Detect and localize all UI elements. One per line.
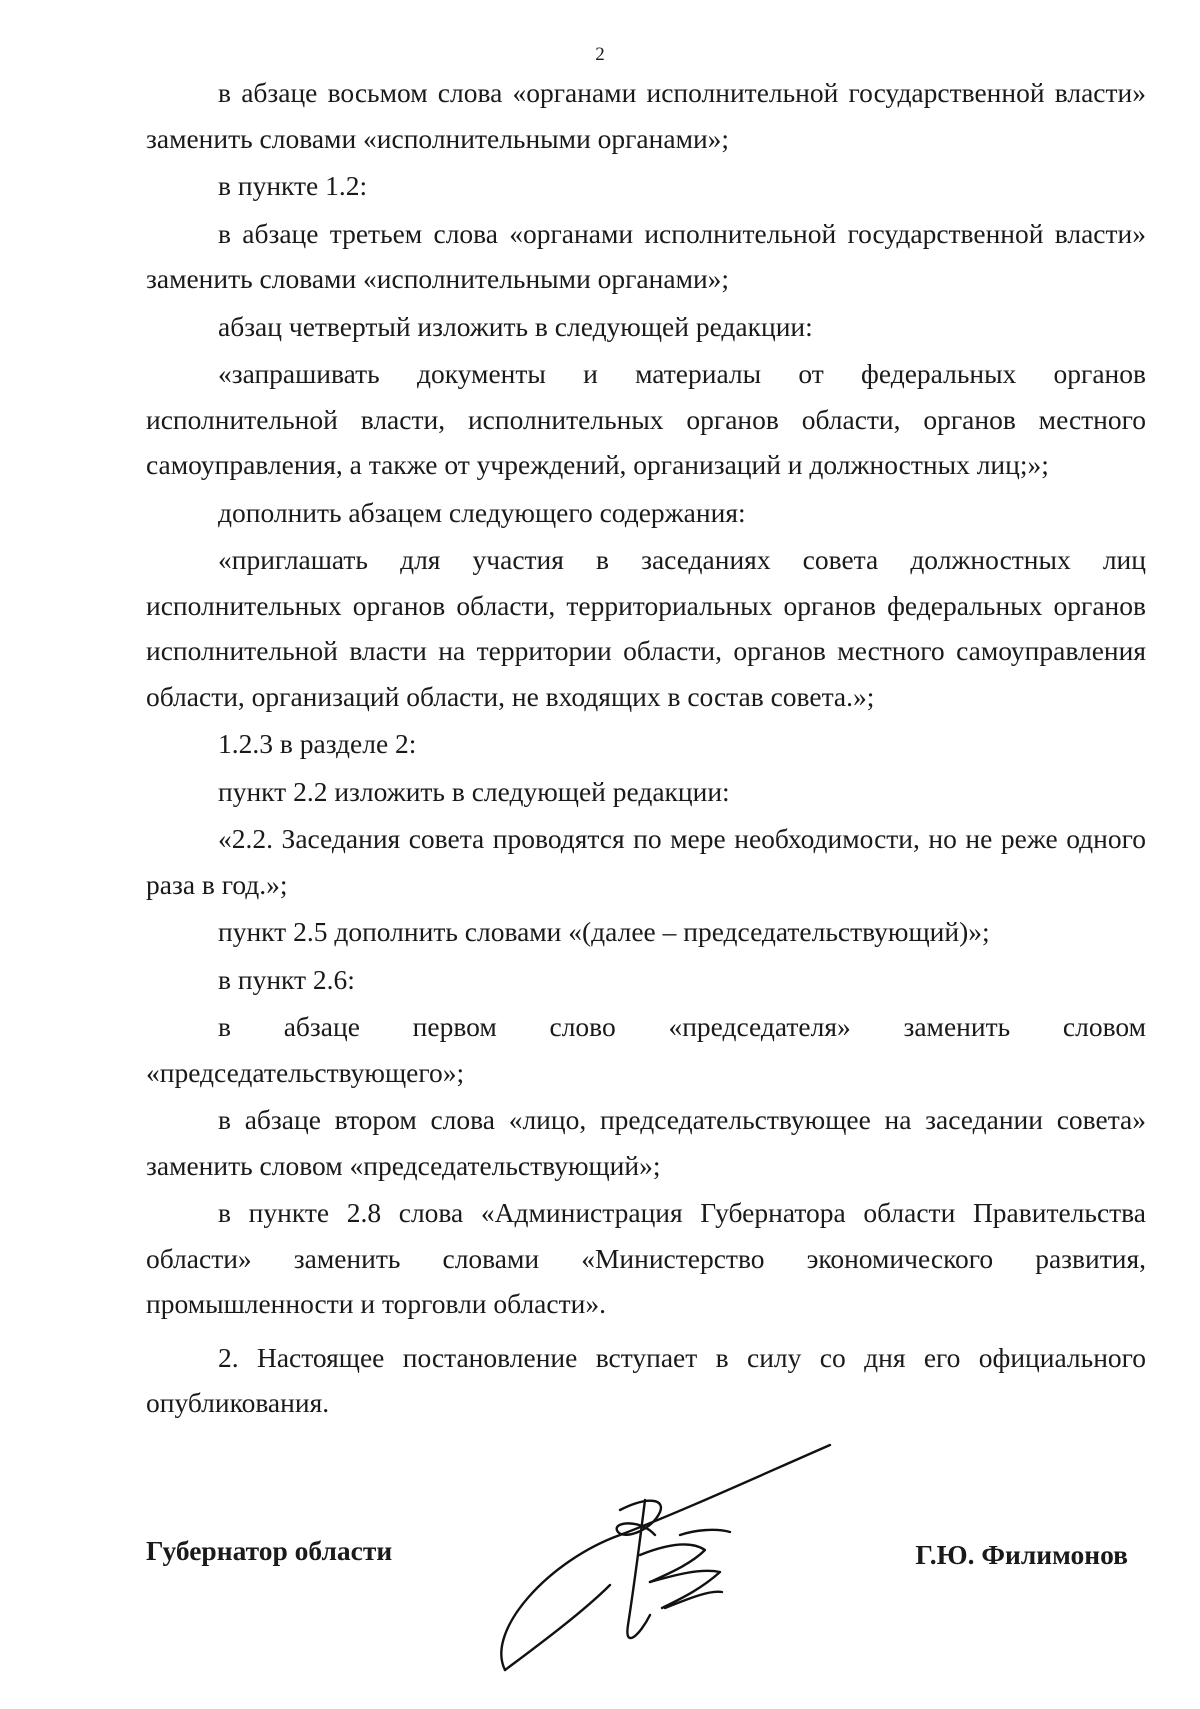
paragraph: «запрашивать документы и материалы от федеральных органов исполнительной власти, исполнительных органов области, органов местного самоуправления, а также от учреждений, организаций и должностных лиц;»; (146, 358, 1146, 480)
paragraph: в абзаце первом слово «председателя» заменить словом «председательствующего»; (146, 1011, 1146, 1088)
paragraph: в пункте 1.2: (218, 170, 368, 201)
paragraph: в пункте 2.8 слова «Администрация Губернатора области Правительства области» заменить словами «Министерство экономического развития, промышленности и торговли области». (146, 1197, 1146, 1319)
page-number: 2 (595, 44, 605, 65)
paragraph: абзац четвертый изложить в следующей редакции: (218, 310, 813, 342)
signatory-name: Г.Ю. Филимонов (915, 1539, 1128, 1570)
paragraph: «приглашать для участия в заседаниях совета должностных лиц исполнительных органов области, территориальных органов федеральных органов исполнительной власти на территории области, органов местного самоуправления области, организаций области, не входящих в состав совета.»; (146, 544, 1146, 712)
paragraph: в абзаце третьем слова «органами исполнительной государственной власти» заменить словами «исполнительными органами»; (146, 217, 1146, 294)
paragraph: в пункт 2.6: (218, 963, 355, 995)
paragraph: 1.2.3 в разделе 2: (218, 728, 417, 759)
paragraph: пункт 2.2 изложить в следующей редакции: (218, 775, 730, 807)
document-body (146, 70, 1146, 1426)
paragraph: в абзаце восьмом слова «органами исполнительной государственной власти» заменить словами «исполнительными органами»; (146, 77, 1146, 154)
signatory-title: Губернатор области (146, 1535, 393, 1566)
handwritten-signature (490, 1440, 850, 1680)
paragraph: 2. Настоящее постановление вступает в силу со дня его официального опубликования. (146, 1341, 1146, 1418)
paragraph: «2.2. Заседания совета проводятся по мере необходимости, но не реже одного раза в год.»; (146, 823, 1146, 900)
paragraph: в абзаце втором слова «лицо, председательствующее на заседании совета» заменить словом «председательствующий»; (146, 1104, 1146, 1181)
paragraph: дополнить абзацем следующего содержания: (218, 496, 746, 528)
paragraph: пункт 2.5 дополнить словами «(далее – председательствующий)»; (218, 916, 990, 947)
